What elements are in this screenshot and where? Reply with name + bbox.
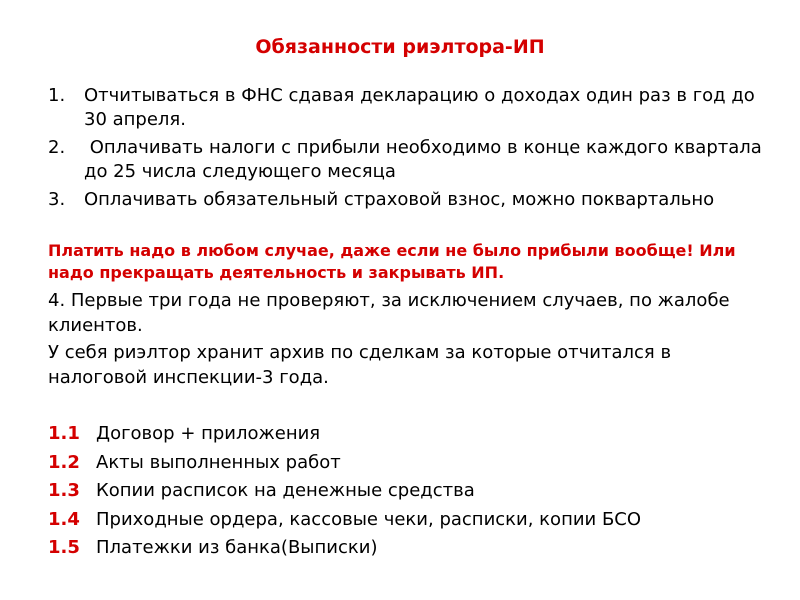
- document-item: [48, 506, 768, 535]
- warning-text: Платить надо в любом случае, даже если не было прибыли вообще! Или надо прекращать деятельность и закрывать ИП.: [48, 241, 736, 282]
- document-number: 1.3: [48, 480, 80, 502]
- document-number: 1.4: [48, 508, 80, 530]
- list-item: [48, 136, 768, 184]
- list-item-text: Оплачивать обязательный страховой взнос, можно поквартально: [84, 189, 715, 210]
- document-text: Приходные ордера, кассовые чеки, расписки, копии БСО: [96, 508, 642, 530]
- list-item-number: 2.: [48, 137, 66, 158]
- list-item-text: Отчитываться в ФНС сдавая декларацию о доходах один раз в год до 30 апреля.: [84, 85, 755, 130]
- document-number: 1.2: [48, 451, 80, 473]
- numbered-list: [48, 84, 768, 216]
- document-text: Копии расписок на денежные средства: [96, 480, 475, 502]
- document-number: 1.5: [48, 537, 80, 559]
- list-item-text: Оплачивать налоги с прибыли необходимо в конце каждого квартала до 25 числа следующего месяца: [84, 137, 768, 182]
- document-item: [48, 449, 768, 478]
- list-item: [48, 84, 768, 132]
- list-item: [48, 188, 768, 212]
- document-text: Договор + приложения: [96, 423, 321, 444]
- document-text: Акты выполненных работ: [96, 451, 341, 473]
- documents-list: [48, 420, 768, 563]
- paragraph-archive: У себя риэлтор хранит архив по сделкам за которые отчитался в налоговой инспекции-3 года.: [48, 342, 672, 388]
- document-item: [48, 534, 768, 563]
- document-number: 1.1: [48, 423, 80, 444]
- document-item: [48, 420, 768, 449]
- paragraph-first-years: 4. Первые три года не проверяют, за исключением случаев, по жалобе клиентов.: [48, 290, 730, 336]
- slide-title: Обязанности риэлтора-ИП: [255, 36, 545, 58]
- list-item-number: 1.: [48, 85, 66, 106]
- list-item-number: 3.: [48, 189, 66, 210]
- document-item: [48, 477, 768, 506]
- document-text: Платежки из банка(Выписки): [96, 537, 378, 559]
